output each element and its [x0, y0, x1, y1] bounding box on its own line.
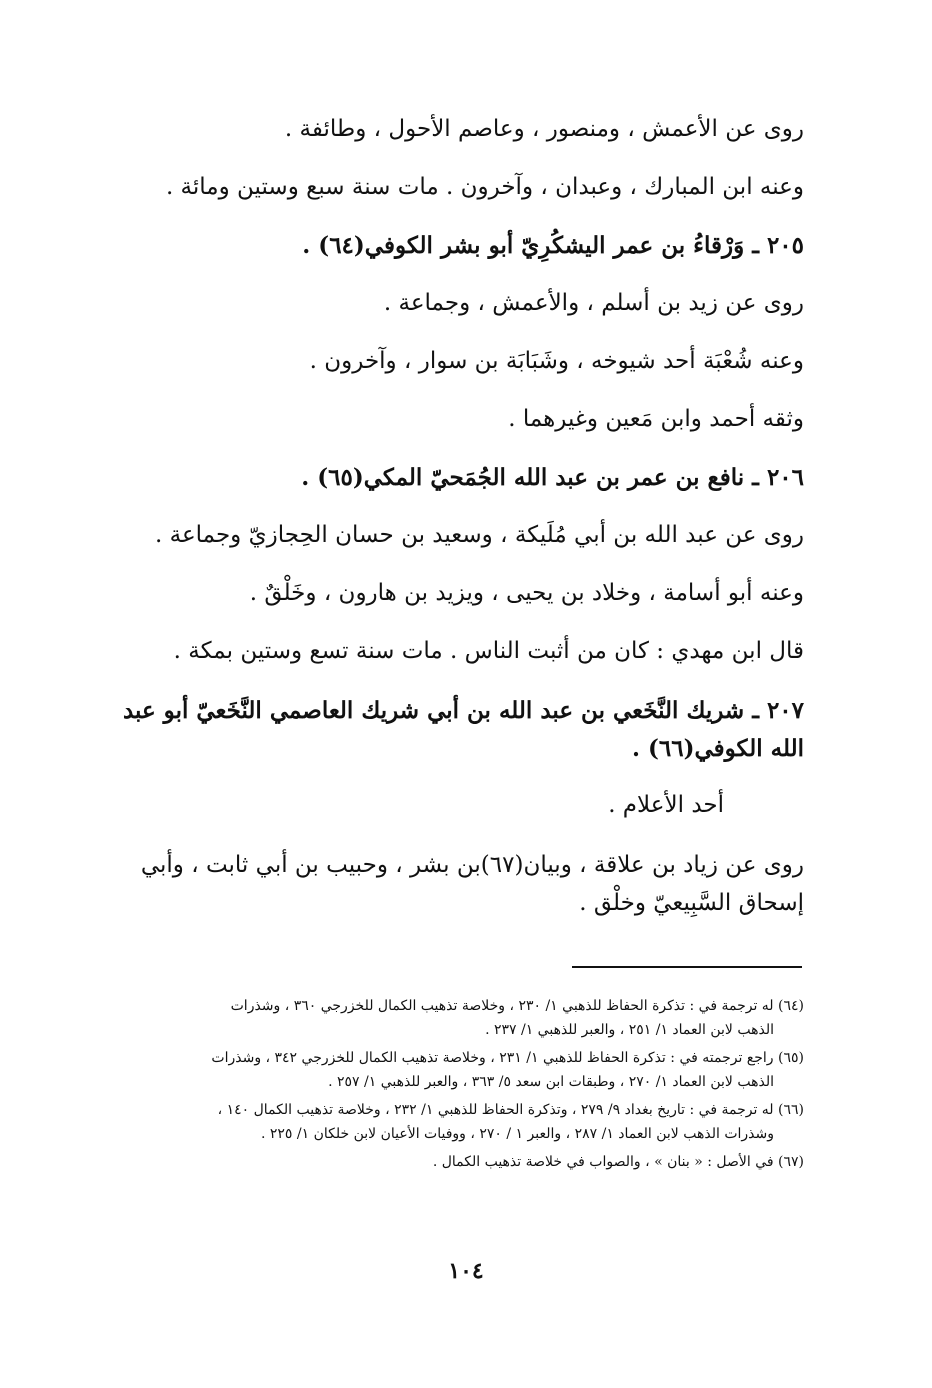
entry-heading-207: [104, 692, 804, 768]
footnote-separator: [572, 966, 802, 968]
entry-heading-206: ٢٠٦ ـ نافع بن عمر بن عبد الله الجُمَحيّ المكي(٦٥) .: [301, 464, 804, 491]
footnote-line: (٦٧) في الأصل : « بنان » ، والصواب في خلاصة تذهيب الكمال .: [432, 1154, 804, 1170]
text-line: وعنه أبو أسامة ، وخلاد بن يحيى ، ويزيد بن هارون ، وخَلْقٌ .: [249, 580, 804, 606]
entry-heading-207-line-2: الله الكوفي(٦٦) .: [631, 735, 804, 762]
text-line: أحد الأعلام .: [608, 792, 724, 818]
footnote-line: وشذرات الذهب لابن العماد ١/ ٢٨٧ ، والعبر ١ / ٢٧٠ ، ووفيات الأعيان لابن خلكان ١/ ٢٢٥ .: [260, 1126, 774, 1142]
text-line: وعنه ابن المبارك ، وعبدان ، وآخرون . مات سنة سبع وستين ومائة .: [165, 174, 804, 200]
text-line: وثقه أحمد وابن مَعين وغيرهما .: [508, 406, 804, 432]
text-line: روى عن الأعمش ، ومنصور ، وعاصم الأحول ، وطائفة .: [284, 116, 804, 142]
entry-heading-205: ٢٠٥ ـ وَرْقاءُ بن عمر اليشكُرِيّ أبو بشر الكوفي(٦٤) .: [302, 232, 804, 259]
footnote-64: [100, 994, 804, 1042]
footnote-line: (٦٦) له ترجمة في : تاريخ بغداد ٩/ ٢٧٩ ، وتذكرة الحفاظ للذهبي ١/ ٢٣٢ ، وخلاصة تذهيب الكمال ١٤٠ ،: [217, 1102, 804, 1118]
main-text: [104, 112, 804, 942]
text-line: قال ابن مهدي : كان من أثبت الناس . مات سنة تسع وستين بمكة .: [173, 638, 804, 664]
footnote-line: الذهب لابن العماد ١/ ٢٥١ ، والعبر للذهبي ١/ ٢٣٧ .: [485, 1022, 774, 1038]
entry-heading-207-line-1: ٢٠٧ ـ شريك النَّخَعي بن عبد الله بن أبي شريك العاصمي النَّخَعيّ أبو عبد: [122, 697, 804, 724]
text-line: وعنه شُعْبَة أحد شيوخه ، وشَبَابَة بن سوار ، وآخرون .: [309, 348, 804, 374]
text-line: روى عن زيد بن أسلم ، والأعمش ، وجماعة .: [383, 290, 804, 316]
text-line: روى عن عبد الله بن أبي مُلَيكة ، وسعيد بن حسان الحِجازيّ وجماعة .: [154, 522, 804, 548]
text-paragraph: [104, 846, 804, 922]
footnote-line: (٦٤) له ترجمة في : تذكرة الحفاظ للذهبي ١/ ٢٣٠ ، وخلاصة تذهيب الكمال للخزرجي ٣٦٠ ، وشذرات: [230, 998, 804, 1014]
text-paragraph-line-2: إسحاق السَّبِيعيّ وخلْق .: [579, 890, 804, 916]
page-number: ١٠٤: [448, 1258, 484, 1284]
footnotes: [100, 994, 804, 1178]
footnote-66: [100, 1098, 804, 1146]
footnote-67: [100, 1150, 804, 1174]
text-paragraph-line-1: روى عن زياد بن علاقة ، وبيان(٦٧)بن بشر ، وحبيب بن أبي ثابت ، وأبي: [140, 852, 804, 878]
footnote-line: (٦٥) راجع ترجمته في : تذكرة الحفاظ للذهبي ١/ ٢٣١ ، وخلاصة تذهيب الكمال للخزرجي ٣٤٢ ، وشذرات: [211, 1050, 804, 1066]
footnote-line: الذهب لابن العماد ١/ ٢٧٠ ، وطبقات ابن سعد ٥/ ٣٦٣ ، والعبر للذهبي ١/ ٢٥٧ .: [328, 1074, 774, 1090]
footnote-65: [100, 1046, 804, 1094]
